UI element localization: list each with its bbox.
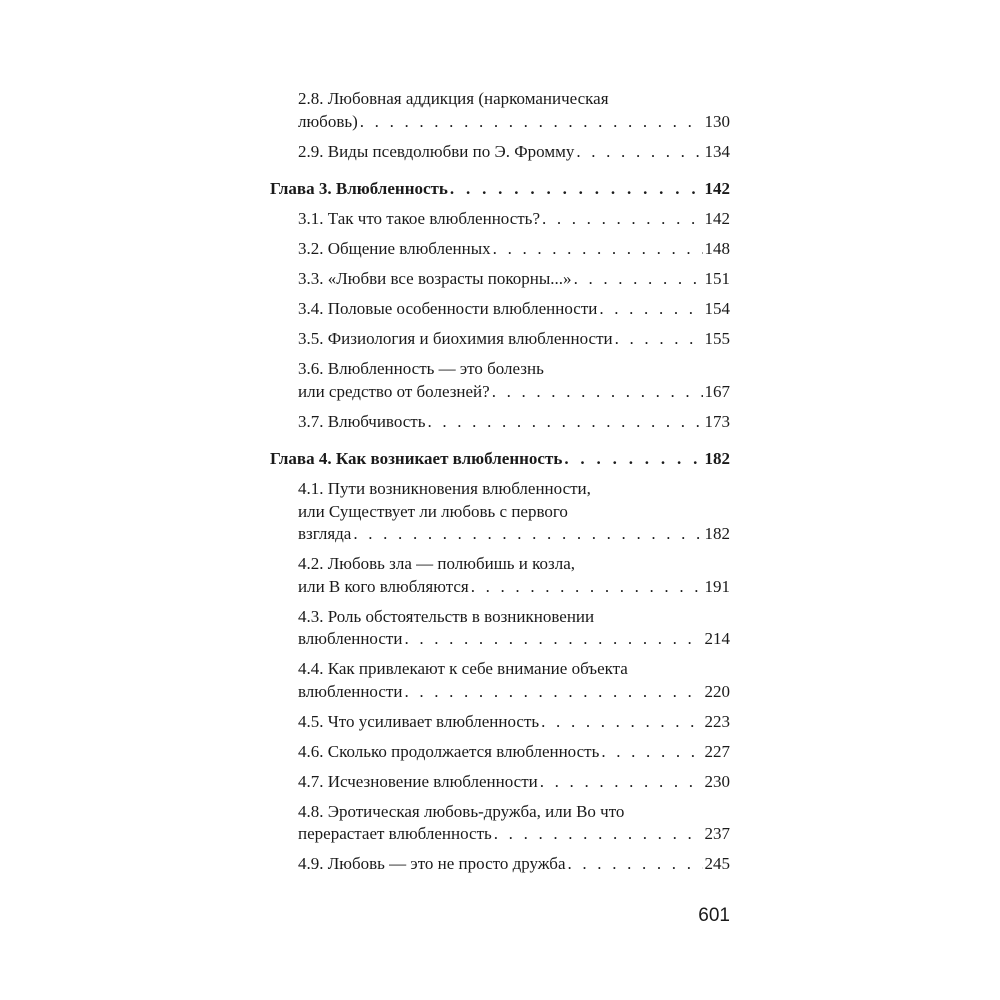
dot-leader bbox=[493, 238, 703, 261]
toc-entry-leader-line bbox=[298, 523, 730, 546]
toc-entry-title: 2.9. Виды псевдолюбви по Э. Фромму bbox=[298, 141, 575, 161]
toc-page-number: 142 bbox=[704, 209, 730, 228]
toc-page-number: 167 bbox=[704, 381, 730, 401]
toc-entry-title: 3.4. Половые особенности влюбленности bbox=[298, 299, 598, 318]
toc-page-number: 237 bbox=[704, 824, 730, 843]
dot-leader bbox=[353, 523, 702, 546]
toc-entry-leader-line bbox=[298, 823, 730, 846]
toc-entry-title-line: 4.2. Любовь зла — полюбишь и козла, bbox=[298, 554, 576, 573]
dot-leader bbox=[576, 141, 702, 164]
toc-entry-title: любовь) bbox=[298, 111, 358, 131]
toc-section-entry bbox=[270, 328, 730, 351]
toc-entry-title: или средство от болезней? bbox=[298, 381, 490, 401]
toc-entry-leader-line bbox=[298, 208, 730, 231]
toc-entry-title: 4.5. Что усиливает влюбленность bbox=[298, 711, 540, 731]
toc-entry-title: 3.5. Физиология и биохимия влюбленности bbox=[298, 329, 613, 348]
toc-entry-leader-line bbox=[298, 381, 730, 404]
toc-section-entry bbox=[270, 298, 730, 321]
toc-entry-title-line: 4.8. Эротическая любовь-дружба, или Во что bbox=[298, 801, 625, 821]
toc-entry-title: Глава 4. Как возникает влюбленность bbox=[270, 449, 563, 468]
toc-page-number: 154 bbox=[704, 299, 730, 318]
toc-entry-leader-line bbox=[298, 411, 730, 434]
dot-leader bbox=[574, 268, 703, 291]
toc-entry-title: 4.9. Любовь — это не просто дружба bbox=[298, 854, 566, 873]
dot-leader bbox=[404, 628, 702, 651]
toc-entry-title: или В кого влюбляются bbox=[298, 576, 469, 596]
dot-leader bbox=[541, 711, 702, 734]
dot-leader bbox=[615, 328, 703, 351]
table-of-contents bbox=[270, 88, 730, 883]
toc-chapter-entry bbox=[270, 178, 730, 201]
toc-section-entry bbox=[270, 801, 730, 846]
toc-entry-leader-line bbox=[298, 853, 730, 876]
toc-entry-title: 4.6. Сколько продолжается влюбленность bbox=[298, 741, 600, 761]
toc-section-entry bbox=[270, 741, 730, 764]
dot-leader bbox=[601, 741, 702, 764]
toc-entry-title-line: или Существует ли любовь с первого bbox=[298, 501, 568, 521]
toc-entry-title: 3.7. Влюбчивость bbox=[298, 411, 426, 431]
toc-entry-title: взгляда bbox=[298, 524, 352, 543]
page-number: 601 bbox=[698, 905, 730, 926]
dot-leader bbox=[568, 853, 703, 876]
toc-entry-leader-line bbox=[298, 681, 730, 704]
toc-page-number: 182 bbox=[704, 449, 730, 468]
toc-entry-title: 3.1. Так что такое влюбленность? bbox=[298, 209, 540, 228]
toc-entry-title: 4.7. Исчезновение влюбленности bbox=[298, 771, 538, 791]
dot-leader bbox=[494, 823, 703, 846]
toc-page-number: 173 bbox=[704, 411, 730, 431]
toc-entry-leader-line bbox=[298, 741, 730, 764]
toc-section-entry bbox=[270, 268, 730, 291]
toc-section-entry bbox=[270, 553, 730, 598]
dot-leader bbox=[542, 208, 703, 231]
toc-section-entry bbox=[270, 88, 730, 133]
toc-section-entry bbox=[270, 853, 730, 876]
dot-leader bbox=[427, 411, 702, 434]
toc-entry-leader-line bbox=[298, 628, 730, 651]
toc-chapter-entry bbox=[270, 448, 730, 471]
toc-entry-leader-line bbox=[298, 238, 730, 261]
toc-entry-leader-line bbox=[298, 141, 730, 164]
toc-entry-title: влюбленности bbox=[298, 681, 403, 701]
toc-page-number: 220 bbox=[704, 681, 730, 701]
toc-page-number: 142 bbox=[704, 179, 730, 198]
toc-entry-leader-line bbox=[270, 448, 730, 471]
toc-entry-title: перерастает влюбленность bbox=[298, 824, 492, 843]
toc-entry-title: влюбленности bbox=[298, 629, 403, 648]
toc-section-entry bbox=[270, 711, 730, 734]
toc-entry-title: 3.3. «Любви все возрасты покорны...» bbox=[298, 269, 572, 288]
toc-entry-leader-line bbox=[298, 771, 730, 794]
toc-section-entry bbox=[270, 358, 730, 403]
dot-leader bbox=[471, 576, 703, 599]
toc-entry-leader-line bbox=[298, 298, 730, 321]
toc-page-number: 223 bbox=[704, 711, 730, 731]
toc-section-entry bbox=[270, 411, 730, 434]
toc-page-number: 227 bbox=[704, 741, 730, 761]
toc-section-entry bbox=[270, 606, 730, 651]
toc-page-number: 155 bbox=[704, 329, 730, 348]
dot-leader bbox=[492, 381, 703, 404]
toc-entry-title-line: 4.1. Пути возникновения влюбленности, bbox=[298, 479, 591, 498]
toc-section-entry bbox=[270, 478, 730, 546]
toc-entry-title-line: 4.4. Как привлекают к себе внимание объекта bbox=[298, 659, 628, 678]
dot-leader bbox=[450, 178, 703, 201]
toc-page-number: 151 bbox=[704, 269, 730, 288]
toc-entry-leader-line bbox=[298, 111, 730, 134]
dot-leader bbox=[599, 298, 702, 321]
toc-page-number: 191 bbox=[704, 576, 730, 596]
toc-entry-leader-line bbox=[298, 576, 730, 599]
toc-entry-title-line: 3.6. Влюбленность — это болезнь bbox=[298, 359, 544, 378]
toc-entry-title-line: 4.3. Роль обстоятельств в возникновении bbox=[298, 606, 595, 626]
dot-leader bbox=[404, 681, 702, 704]
toc-entry-leader-line bbox=[270, 178, 730, 201]
toc-entry-leader-line bbox=[298, 328, 730, 351]
toc-entry-leader-line bbox=[298, 711, 730, 734]
dot-leader bbox=[540, 771, 703, 794]
toc-page-number: 148 bbox=[704, 239, 730, 258]
dot-leader bbox=[564, 448, 702, 471]
toc-page-number: 182 bbox=[704, 524, 730, 543]
toc-section-entry bbox=[270, 658, 730, 703]
toc-page-number: 230 bbox=[704, 771, 730, 791]
toc-entry-title: 3.2. Общение влюбленных bbox=[298, 239, 491, 258]
toc-section-entry bbox=[270, 141, 730, 164]
toc-entry-leader-line bbox=[298, 268, 730, 291]
toc-page-number: 245 bbox=[704, 854, 730, 873]
toc-page-number: 214 bbox=[704, 629, 730, 648]
toc-entry-title: Глава 3. Влюбленность bbox=[270, 179, 448, 198]
toc-section-entry bbox=[270, 238, 730, 261]
dot-leader bbox=[360, 111, 703, 134]
toc-section-entry bbox=[270, 771, 730, 794]
toc-page-number: 130 bbox=[704, 111, 730, 131]
toc-page-number: 134 bbox=[704, 141, 730, 161]
toc-entry-title-line: 2.8. Любовная аддикция (наркоманическая bbox=[298, 89, 609, 108]
toc-section-entry bbox=[270, 208, 730, 231]
